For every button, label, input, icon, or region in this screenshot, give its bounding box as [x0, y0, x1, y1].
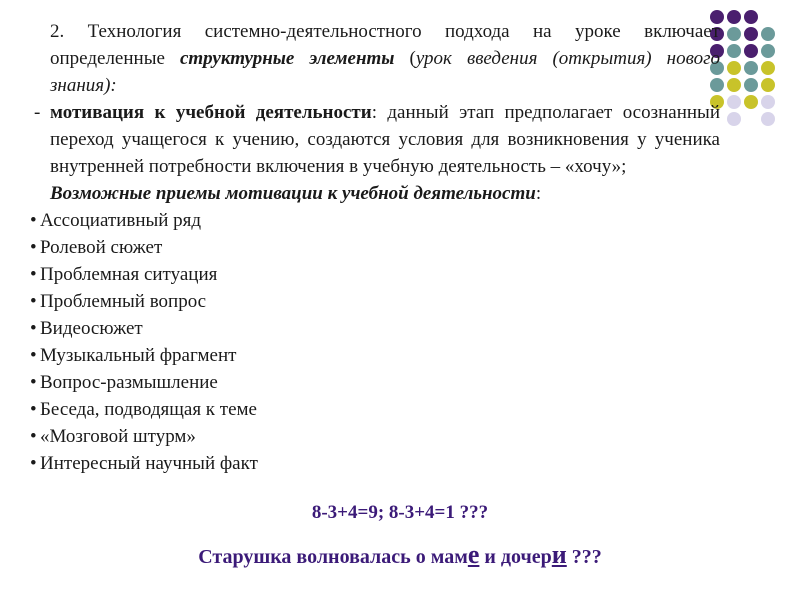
list-item-text: Ассоциативный ряд — [40, 210, 202, 231]
list-item — [30, 261, 720, 288]
list-item-text: Музыкальный фрагмент — [40, 345, 237, 366]
motivation-item — [36, 99, 720, 180]
decor-dot — [761, 112, 775, 126]
slide-heading — [36, 18, 720, 99]
list-item-text: Вопрос-размышление — [40, 372, 218, 393]
bullet-icon: • — [30, 291, 37, 312]
riddle-emphasis-1: е — [467, 540, 480, 569]
riddle-part-2: и дочер — [479, 546, 552, 568]
list-item — [30, 369, 720, 396]
bullet-icon: • — [30, 372, 37, 393]
techniques-heading-tail: : — [535, 183, 542, 204]
decor-dot — [744, 44, 758, 58]
list-item — [30, 315, 720, 342]
decor-dot — [727, 78, 741, 92]
math-puzzle: 8-3+4=9; 8-3+4=1 ??? — [311, 502, 489, 523]
decor-dot — [727, 27, 741, 41]
list-item-text: Беседа, подводящая к теме — [40, 399, 257, 420]
list-item — [30, 234, 720, 261]
list-item — [30, 288, 720, 315]
list-item-text: «Мозговой штурм» — [40, 426, 196, 447]
decorative-dot-grid — [710, 10, 800, 130]
decor-dot — [761, 44, 775, 58]
list-item-text: Ролевой сюжет — [40, 237, 163, 258]
techniques-heading — [36, 180, 720, 207]
list-item — [30, 342, 720, 369]
bullet-icon: • — [30, 210, 37, 231]
heading-text: Технология системно-деятельностного подхода на уроке включает определенные — [50, 21, 720, 69]
list-item-text: Проблемный вопрос — [40, 291, 207, 312]
bullet-icon: • — [30, 345, 37, 366]
heading-number: 2. — [50, 21, 88, 42]
decor-dot — [761, 27, 775, 41]
decor-dot — [727, 10, 741, 24]
list-item — [30, 423, 720, 450]
decor-dot — [744, 27, 758, 41]
decor-dot — [744, 95, 758, 109]
slide-content — [30, 18, 721, 477]
heading-paren: ( — [394, 48, 416, 69]
decor-dot — [761, 61, 775, 75]
riddle-part-1: Старушка волновалась о мам — [198, 546, 468, 568]
list-item — [30, 207, 720, 234]
decor-dot — [744, 10, 758, 24]
list-item — [30, 396, 720, 423]
list-item-text: Проблемная ситуация — [40, 264, 218, 285]
bullet-icon: • — [30, 318, 37, 339]
word-riddle — [0, 540, 800, 570]
decor-dot — [744, 61, 758, 75]
decor-dot — [761, 78, 775, 92]
bullet-icon: • — [30, 264, 37, 285]
heading-italic: урок введения (открытия) нового знания): — [50, 48, 721, 96]
riddle-part-3: ??? — [566, 546, 602, 568]
decor-dot — [727, 61, 741, 75]
list-item-text: Интересный научный факт — [40, 453, 258, 474]
decor-dot — [727, 95, 741, 109]
decor-dot — [727, 44, 741, 58]
bullet-icon: • — [30, 453, 37, 474]
heading-emphasis: структурные элементы — [179, 48, 395, 69]
decor-dot — [727, 112, 741, 126]
list-item-text: Видеосюжет — [40, 318, 143, 339]
motivation-label: мотивация к учебной деятельности — [50, 102, 372, 123]
bullet-icon: • — [30, 399, 37, 420]
riddle-emphasis-2: и — [551, 540, 567, 569]
techniques-list — [30, 207, 720, 477]
bullet-icon: • — [30, 426, 37, 447]
list-item — [30, 450, 720, 477]
techniques-heading-text: Возможные приемы мотивации к учебной деятельности — [50, 183, 536, 204]
decor-dot — [744, 78, 758, 92]
bullet-icon: • — [30, 237, 37, 258]
motivation-text: : данный этап предполагает осознанный переход учащегося к учению, создаются условия для возникновения у ученика внутренней потребности включения в учебную деятельность – «хочу»; — [50, 102, 720, 177]
decor-dot — [761, 95, 775, 109]
dash-marker: - — [34, 102, 41, 123]
